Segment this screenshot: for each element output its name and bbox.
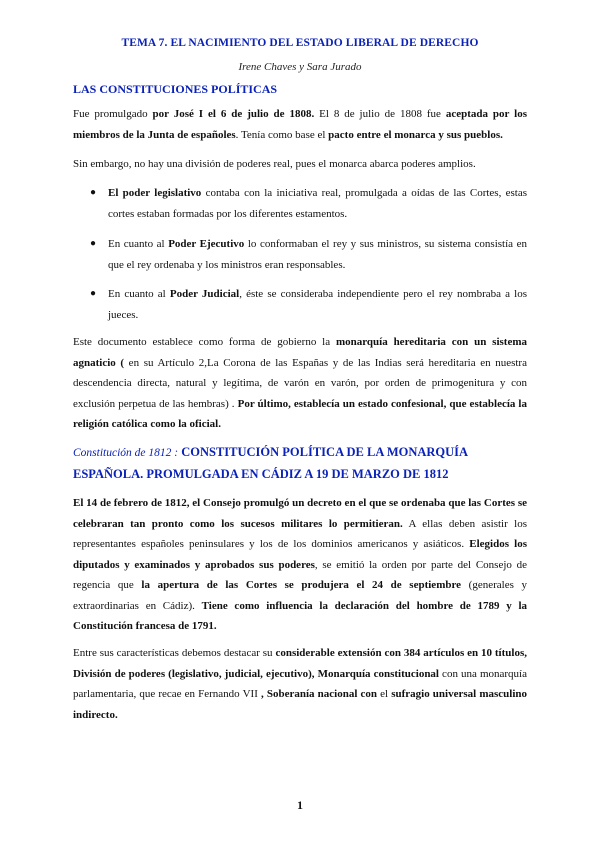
bullet-bold: El poder legislativo xyxy=(108,187,202,199)
paragraph-forma-gobierno: Este documento establece como forma de gobierno la monarquía hereditaria con un sistema agnaticio ( en su Artículo 2,La Corona de las Españas y de las Indias será hereditaria en nuestra descendencia directa, natural y legítima, de varón en varón, por orden de primogenitura y con exclusión perpetua de las hembras) . Por último, establecía un estado confesional, que establecía la religión católica como la oficial. xyxy=(73,336,527,430)
p5-bold-sufragio: sufragio universal masculino indirecto. xyxy=(73,688,527,721)
p4-bold-apertura: la apertura de las Cortes se produjera el 24 de septiembre xyxy=(141,579,462,591)
p1-text: Fue promulgado xyxy=(73,108,153,120)
p3-bold-monarquia: monarquía hereditaria con un sistema agnaticio ( xyxy=(73,336,527,369)
bullet-text: El poder legislativo contaba con la iniciativa real, promulgada a oídas de las Cortes, estas cortes estaban formadas por los diferentes estamentos. xyxy=(108,187,527,220)
section-heading-italic: Constitución de 1812 : xyxy=(73,447,179,459)
p1-text: El 8 de julio de 1808 fue xyxy=(314,108,446,120)
paragraph-cortes-cadiz: El 14 de febrero de 1812, el Consejo promulgó un decreto en el que se ordenaba que las Cortes se celebraran tan pronto como los sucesos militares lo permitieran. A ellas deben asistir los representantes españoles peninsulares y los de los dominios americanos y asiáticos. Elegidos los diputados y examinados y aprobados sus poderes, se emitió la orden por parte del Consejo de regencia que la apertura de las Cortes se produjera el 24 de septiembre (generales y extraordinarias en Cádiz). Tiene como influencia la declaración del hombre de 1789 y la Constitución francesa de 1791. xyxy=(73,497,528,632)
bullet-item-legislativo xyxy=(73,183,527,224)
p1-bold-pacto: pacto entre el monarca y sus pueblos. xyxy=(328,128,503,141)
paragraph-caracteristicas: Entre sus características debemos destacar su considerable extensión con 384 artículos en 10 títulos, División de poderes (legislativo, judicial, ejecutivo), Monarquía constitucional con una monarquía parlamentaria, que recae en Fernando VII , Soberanía nacional con el sufragio universal masculino indirecto. xyxy=(73,647,527,721)
paragraph-jose-i xyxy=(73,104,527,145)
p4-bold-diputados: Elegidos los diputados y examinados y aprobados sus poderes xyxy=(73,538,527,571)
document-title: TEMA 7. EL NACIMIENTO DEL ESTADO LIBERAL DE DERECHO xyxy=(121,37,479,49)
p1-bold-date: por José I el 6 de julio de 1808. xyxy=(152,108,315,120)
section-heading-constituciones: LAS CONSTITUCIONES POLÍTICAS xyxy=(73,82,278,96)
p3-bold-confesional: Por último, establecía un estado confesional, que establecía la religión católica como la oficial. xyxy=(73,397,527,430)
bullet-text: En cuanto al Poder Ejecutivo lo conformaban el rey y sus ministros, su sistema consistía en que el rey ordenaba y los ministros eran responsables. xyxy=(108,238,527,271)
p4-bold-influencia: Tiene como influencia la declaración del hombre de 1789 y la Constitución francesa de 1791. xyxy=(73,599,528,632)
p1-text: . Tenía como base el xyxy=(235,128,329,141)
bullet-item-ejecutivo xyxy=(73,234,527,275)
section-heading-constitucion-1812: Constitución de 1812 : CONSTITUCIÓN POLÍTICA DE LA MONARQUÍA ESPAÑOLA. PROMULGADA EN CÁDIZ A 19 DE MARZO DE 1812 xyxy=(73,445,468,481)
bullet-item-judicial xyxy=(73,284,527,325)
p1-bold-junta: aceptada por los miembros de la Junta de españoles xyxy=(73,108,527,141)
bullet-bold: Poder Judicial xyxy=(169,288,240,300)
authors-line: Irene Chaves y Sara Jurado xyxy=(238,61,362,73)
page-number: 1 xyxy=(297,798,303,812)
bullet-dot-icon: ● xyxy=(90,288,97,299)
p5-bold-soberania: , Soberanía nacional con xyxy=(261,688,378,700)
p5-bold-extension: considerable extensión con 384 artículos en 10 títulos, División de poderes (legislativo, judicial, ejecutivo), Monarquía constitucional xyxy=(73,647,527,680)
bullet-dot-icon: ● xyxy=(90,238,97,249)
paragraph-division-poderes: Sin embargo, no hay una división de poderes real, pues el monarca abarca poderes amplios. xyxy=(73,158,476,170)
p4-bold-decreto: El 14 de febrero de 1812, el Consejo promulgó un decreto en el que se ordenaba que las Cortes se celebraran tan pronto como los sucesos militares lo permitieran. xyxy=(73,497,527,530)
bullet-bold: Poder Ejecutivo xyxy=(168,238,245,250)
bullet-dot-icon: ● xyxy=(90,187,97,198)
bullet-text: En cuanto al Poder Judicial, éste se consideraba independiente pero el rey nombraba a los jueces. xyxy=(108,288,527,321)
